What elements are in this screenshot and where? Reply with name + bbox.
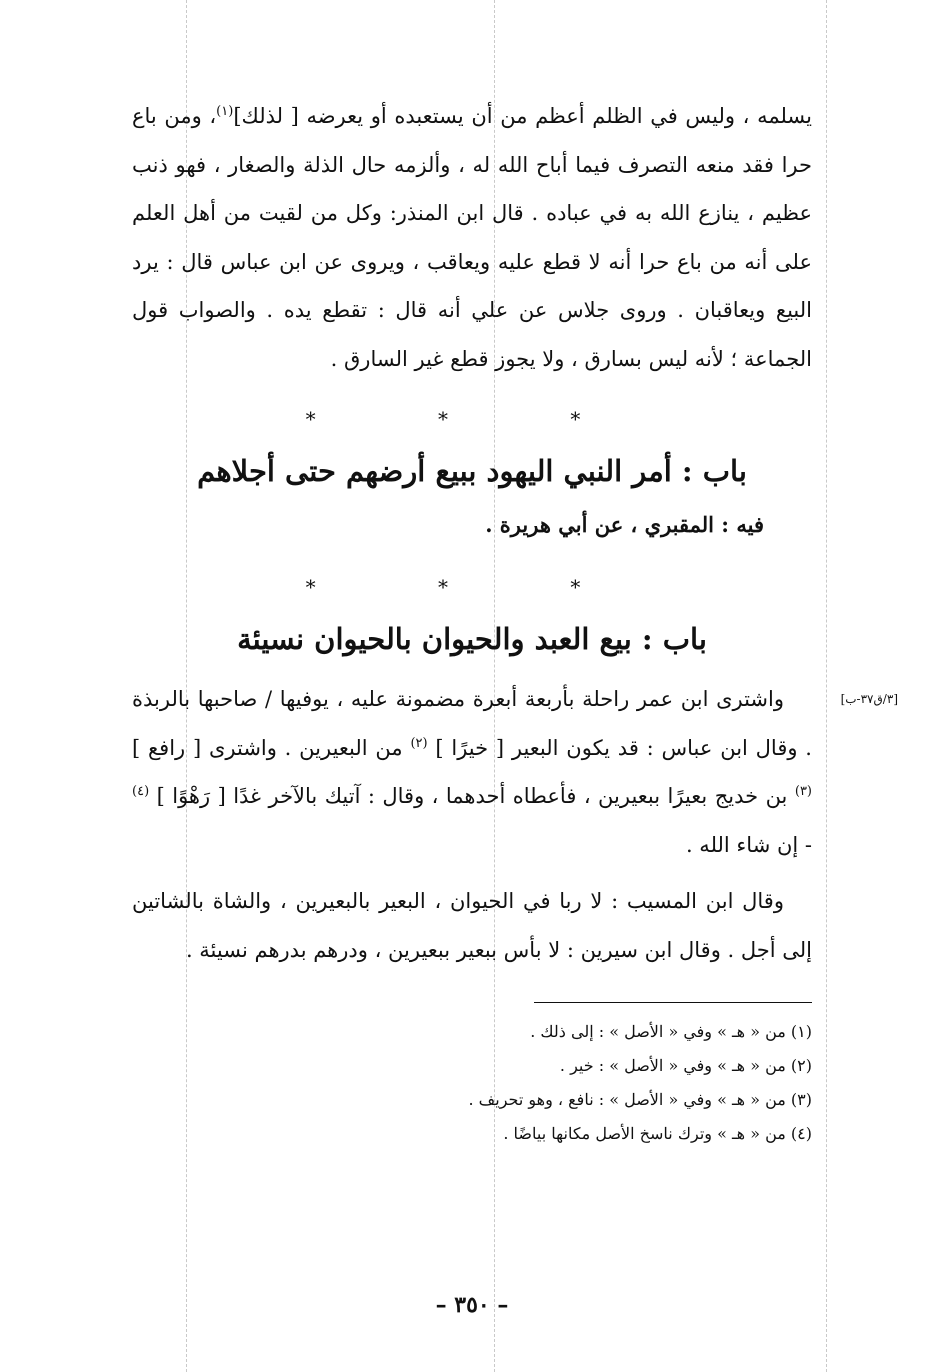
chapter-note-chain: فيه : المقبري ، عن أبي هريرة . (485, 512, 764, 537)
paragraph-text: بن خديج بعيرًا ببعيرين ، فأعطاه أحدهما ، وقال : آتيك بالآخر غدًا [ رَهْوًا ] (156, 784, 788, 808)
paragraph-ibn-musayyib: وقال ابن المسيب : لا ربا في الحيوان ، البعير بالبعيرين ، والشاة بالشاتين إلى أجل . وقال ابن سيرين : لا بأس ببعير ببعيرين ، ودرهم بدرهم نسيئة . (132, 889, 812, 962)
intro-paragraph-text: يسلمه ، وليس في الظلم أعظم من أن يستعبده أو يعرضه [ لذلك] (233, 104, 813, 128)
intro-paragraph (132, 92, 812, 383)
manuscript-folio-ref: [٣/ق٣٧-ب] (840, 692, 898, 706)
footnote-item: (٢) من « هـ » وفي « الأصل » : خير . (559, 1056, 812, 1075)
footnote-ref-1: (١) (216, 104, 234, 119)
footnotes-list (132, 1015, 812, 1151)
chapter-body (132, 675, 898, 974)
page-number: – ٣٥٠ – (435, 1292, 509, 1318)
scan-guide-line (826, 0, 827, 1372)
chapter-title-jews-land: باب : أمر النبي اليهود ببيع أرضهم حتى أجلاهم (197, 454, 747, 488)
footnote-ref-3: (٣) (794, 784, 812, 799)
section-separator: * * * (305, 407, 639, 431)
footnote-item: (٣) من « هـ » وفي « الأصل » : نافع ، وهو تحريف . (468, 1090, 812, 1109)
paragraph-text: واشترى ابن عمر راحلة بأربعة أبعرة مضمونة عليه ، يوفيها / صاحبها بالربذة . وقال ابن عباس : قد يكون البعير [ خيرًا ] (132, 687, 812, 760)
footnote-ref-2: (٢) (410, 735, 428, 751)
paragraph-text: من البعيرين . واشترى [ رافع ] (132, 735, 403, 760)
footnote-item: (٤) من « هـ » وترك ناسخ الأصل مكانها بياضًا . (503, 1124, 812, 1143)
paragraph-ibn-umar (132, 675, 812, 869)
footnote-ref-4: (٤) (132, 784, 150, 799)
footnote-divider (468, 1002, 812, 1151)
footnote-item: (١) من « هـ » وفي « الأصل » : إلى ذلك . (530, 1022, 812, 1041)
page-body (132, 92, 898, 1151)
intro-paragraph-text-rest: ، ومن باع حرا فقد منعه التصرف فيما أباح الله له ، وألزمه حال الذلة والصغار ، فهو ذنب عظيم ، ينازع الله به في عباده . قال ابن المنذر: وكل من لقيت من أهل العلم على أنه من باع حرا أنه لا قطع عليه ويعاقب ، ويروى عن ابن عباس قال : يرد البيع ويعاقبان . وروى جلاس عن علي أنه قال : تقطع يده . والصواب قول الجماعة ؛ لأنه ليس بسارق ، ولا يجوز قطع غير السارق . (132, 104, 812, 371)
section-separator: * * * (305, 575, 639, 599)
paragraph-text: - إن شاء الله . (685, 832, 812, 857)
chapter-title-animal-sale: باب : بيع العبد والحيوان بالحيوان نسيئة (237, 622, 707, 656)
